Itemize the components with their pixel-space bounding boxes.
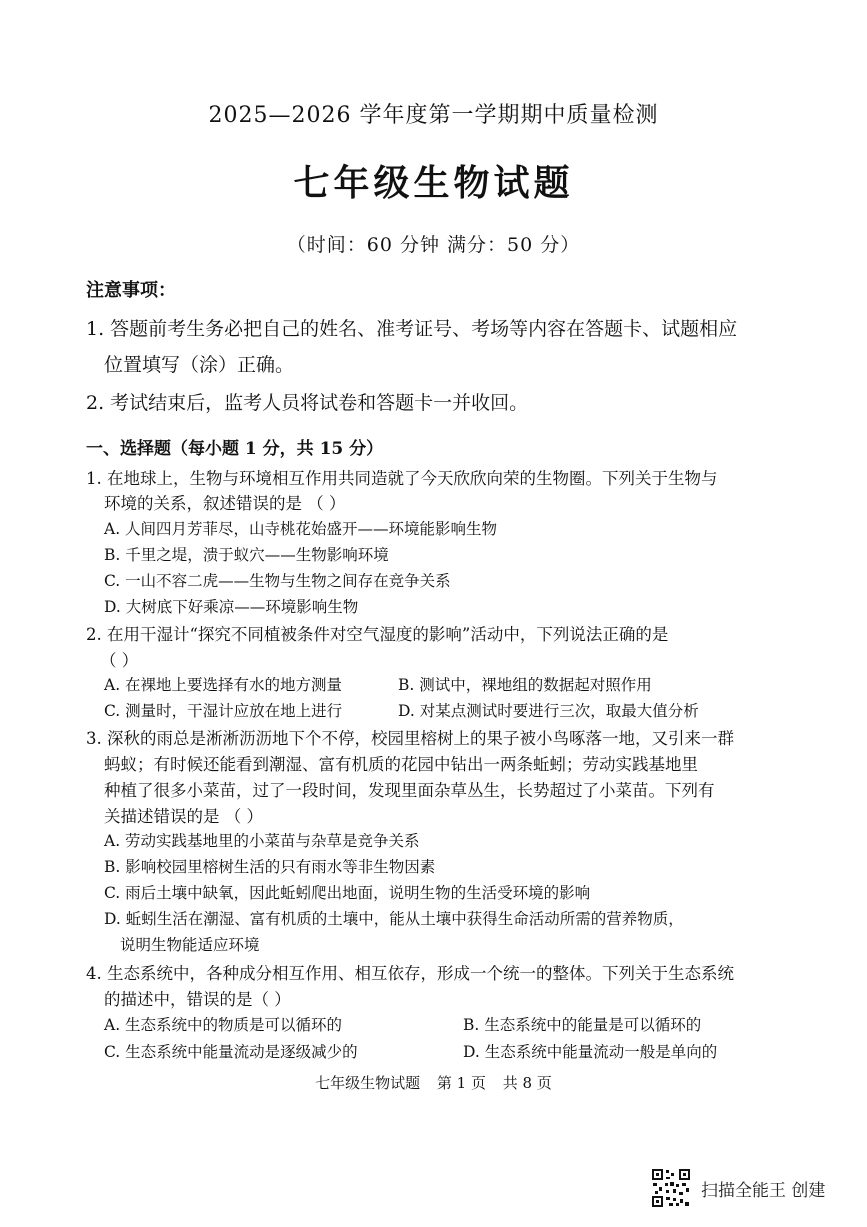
page-footer xyxy=(0,1072,867,1093)
question-line: 的描述中，错误的是（ ） xyxy=(104,990,291,1009)
question-line: 3. 深秋的雨总是淅淅沥沥地下个不停，校园里榕树上的果子被小鸟啄落一地，又引来一群 xyxy=(86,729,734,748)
note-item: 2. 考试结束后，监考人员将试卷和答题卡一并收回。 xyxy=(86,392,529,414)
option-b: B. 影响校园里榕树生活的只有雨水等非生物因素 xyxy=(104,858,436,876)
note-item: 1. 答题前考生务必把自己的姓名、准考证号、考场等内容在答题卡、试题相应 xyxy=(86,318,738,340)
option-b: B. 千里之堤，溃于蚁穴——生物影响环境 xyxy=(104,546,389,564)
option-c: C. 测量时，干湿计应放在地上进行 xyxy=(104,702,343,720)
option-d-continued: 说明生物能适应环境 xyxy=(120,936,260,954)
question-line: 种植了很多小菜苗，过了一段时间，发现里面杂草丛生，长势超过了小菜苗。下列有 xyxy=(104,781,715,800)
option-a: A. 人间四月芳菲尽，山寺桃花始盛开——环境能影响生物 xyxy=(104,520,498,538)
option-a: A. 生态系统中的物质是可以循环的 xyxy=(104,1016,343,1034)
question-line: 4. 生态系统中，各种成分相互作用、相互依存，形成一个统一的整体。下列关于生态系统 xyxy=(86,964,734,983)
option-d: D. 对某点测试时要进行三次，取最大值分析 xyxy=(398,702,699,720)
scanner-watermark xyxy=(651,1168,825,1208)
option-b: B. 生态系统中的能量是可以循环的 xyxy=(463,1016,702,1034)
option-d: D. 大树底下好乘凉——环境影响生物 xyxy=(104,598,359,616)
option-c: C. 一山不容二虎——生物与生物之间存在竞争关系 xyxy=(104,572,451,590)
option-d: D. 蚯蚓生活在潮湿、富有机质的土壤中，能从土壤中获得生命活动所需的营养物质， xyxy=(104,910,684,928)
question-line: 关描述错误的是 （ ） xyxy=(104,807,263,826)
option-c: C. 生态系统中能量流动是逐级减少的 xyxy=(104,1043,358,1061)
qr-code-icon xyxy=(651,1168,691,1208)
question-line: 2. 在用干湿计“探究不同植被条件对空气湿度的影响”活动中，下列说法正确的是 xyxy=(86,625,669,644)
exam-meta: （时间：60 分钟 满分：50 分） xyxy=(286,234,581,256)
question-line: 环境的关系，叙述错误的是 （ ） xyxy=(104,494,346,513)
watermark-text: 扫描全能王 创建 xyxy=(701,1180,826,1201)
option-c: C. 雨后土壤中缺氧，因此蚯蚓爬出地面，说明生物的生活受环境的影响 xyxy=(104,884,591,902)
footer-total-pages: 共 8 页 xyxy=(502,1074,552,1092)
notes-heading: 注意事项： xyxy=(86,280,176,301)
footer-paper-title: 七年级生物试题 xyxy=(315,1074,421,1092)
paper-title: 七年级生物试题 xyxy=(293,162,574,204)
option-a: A. 劳动实践基地里的小菜苗与杂草是竞争关系 xyxy=(104,832,420,850)
footer-page-number: 第 1 页 xyxy=(436,1074,486,1092)
question-line: 蚂蚁；有时候还能看到潮湿、富有机质的花园中钻出一两条蚯蚓；劳动实践基地里 xyxy=(104,755,698,774)
exam-title: 2025—2026 学年度第一学期期中质量检测 xyxy=(208,103,659,128)
question-line: （ ） xyxy=(100,651,139,670)
option-d: D. 生态系统中能量流动一般是单向的 xyxy=(463,1043,718,1061)
note-item: 位置填写（涂）正确。 xyxy=(104,354,295,376)
option-b: B. 测试中，裸地组的数据起对照作用 xyxy=(398,676,652,694)
option-a: A. 在裸地上要选择有水的地方测量 xyxy=(104,676,343,694)
question-line: 1. 在地球上，生物与环境相互作用共同造就了今天欣欣向荣的生物圈。下列关于生物与 xyxy=(86,469,718,488)
section-heading: 一、选择题（每小题 1 分，共 15 分） xyxy=(86,439,384,459)
